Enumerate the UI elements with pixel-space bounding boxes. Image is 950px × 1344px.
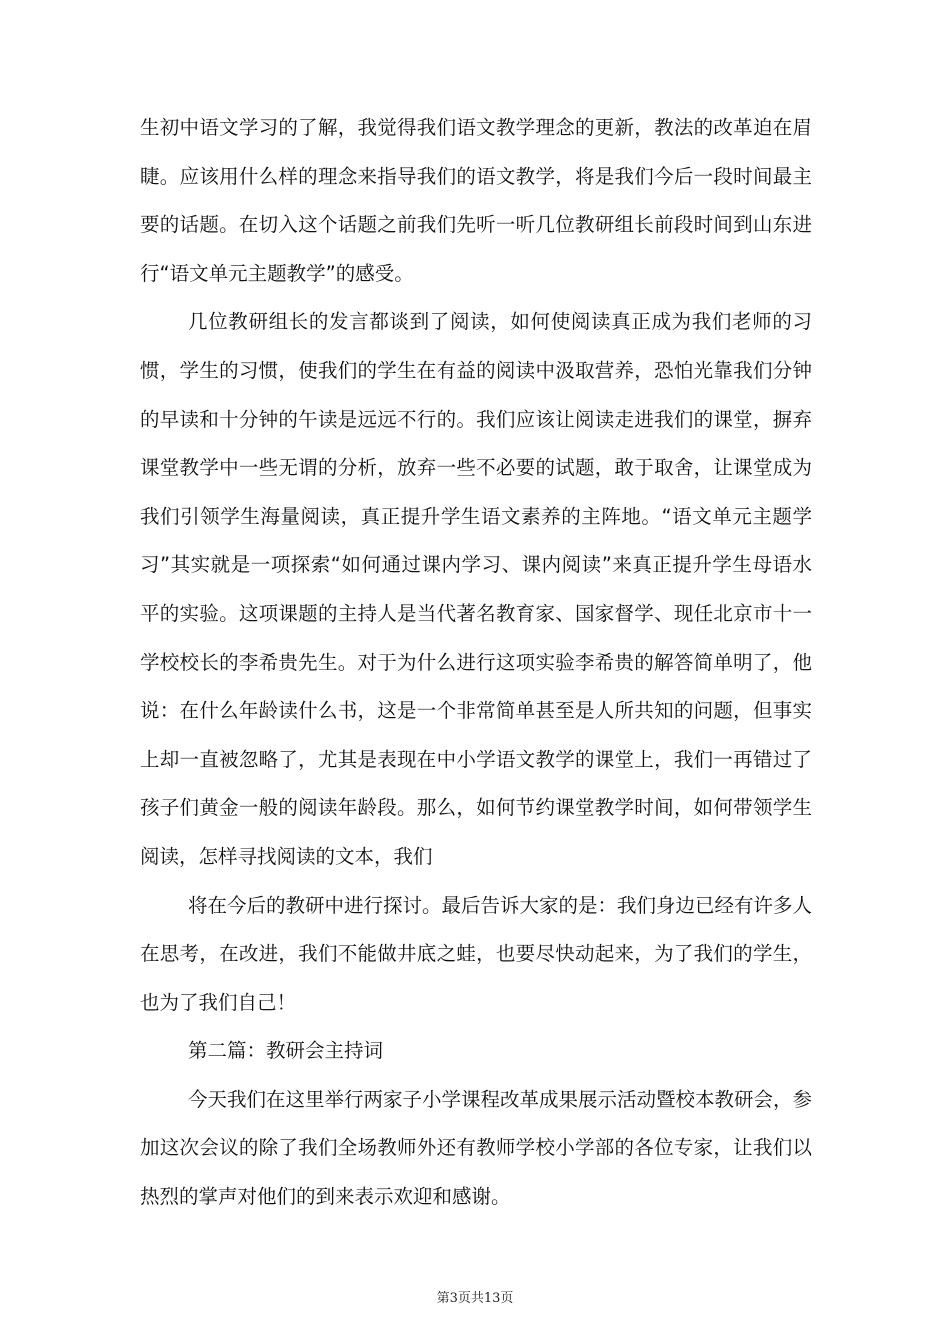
paragraph-opening: 今天我们在这里举行两家子小学课程改革成果展示活动暨校本教研会，参加这次会议的除了我们全场教师外还有教师学校小学部的各位专家，让我们以热烈的掌声对他们的到来表示欢迎和感谢。	[140, 1087, 813, 1209]
section-heading: 第二篇：教研会主持词	[188, 1039, 384, 1063]
page-number: 第3页共13页	[436, 1291, 514, 1306]
document-body	[140, 104, 812, 1222]
paragraph-reading: 几位教研组长的发言都谈到了阅读，如何使阅读真正成为我们老师的习惯，学生的习惯，使我们的学生在有益的阅读中汲取营养，恐怕光靠我们分钟的早读和十分钟的午读是远远不行的。我们应该让阅读走进我们的课堂，摒弃课堂教学中一些无谓的分析，放弃一些不必要的试题，敢于取舍，让课堂成为我们引领学生海量阅读，真正提升学生语文素养的主阵地。“语文单元主题学习”其实就是一项探索“如何通过课内学习、课内阅读”来真正提升学生母语水平的实验。这项课题的主持人是当代著名教育家、国家督学、现任北京市十一学校校长的李希贵先生。对于为什么进行这项实验李希贵的解答简单明了，他说：在什么年龄读什么书，这是一个非常简单甚至是人所共知的问题，但事实上却一直被忽略了，尤其是表现在中小学语文教学的课堂上，我们一再错过了孩子们黄金一般的阅读年龄段。那么，如何节约课堂教学时间，如何带领学生阅读，怎样寻找阅读的文本，我们	[140, 310, 812, 868]
paragraph-continuation: 生初中语文学习的了解，我觉得我们语文教学理念的更新，教法的改革迫在眉睫。应该用什么样的理念来指导我们的语文教学，将是我们今后一段时间最主要的话题。在切入这个话题之前我们先听一听几位教研组长前段时间到山东进行“语文单元主题教学”的感受。	[140, 116, 812, 285]
paragraph-conclusion: 将在今后的教研中进行探讨。最后告诉大家的是：我们身边已经有许多人在思考，在改进，我们不能做井底之蛙，也要尽快动起来，为了我们的学生，也为了我们自己！	[140, 893, 813, 1014]
